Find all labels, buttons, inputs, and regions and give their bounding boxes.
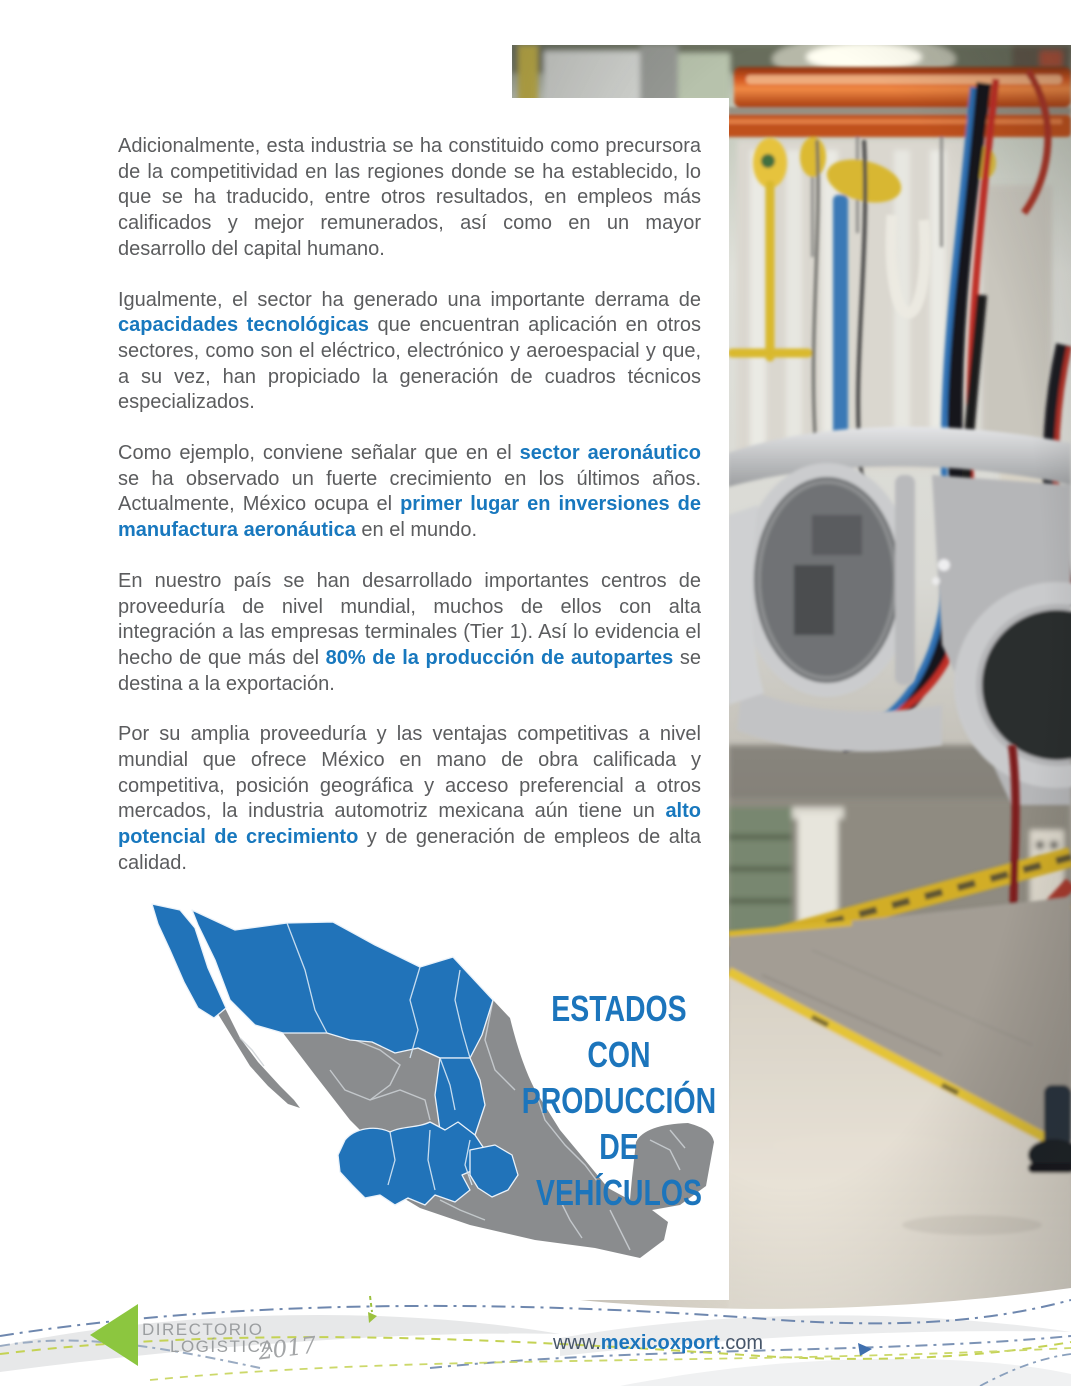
paragraph: Igualmente, el sector ha generado una importante derrama de capacidades tecnológicas que encuentran aplicación en otros sectores, como son el eléctrico, electrónico y aeroespacial y que, a su vez, han propiciado la generación de cuadros técnicos especializados. [118, 288, 701, 414]
website-suffix: .com [719, 1332, 764, 1354]
paragraph: Por su amplia proveeduría y las ventajas competitivas a nivel mundial que ofrece México en mano de obra calificada y competitiva, posición geográfica y acceso preferencial a otros mercados, la industria automotriz mexicana aún tiene un alto potencial de crecimiento y de generación de empleos de alta calidad. [118, 723, 701, 874]
map-title-line: ESTADOS CON [551, 988, 687, 1075]
highlighted-phrase: alto potencial de crecimiento [118, 800, 701, 849]
logo-year: 2017 [256, 1332, 318, 1366]
website-link[interactable] [553, 1332, 763, 1355]
highlighted-phrase: sector aeronáutico [519, 442, 701, 465]
website-name: mexicoxport [600, 1332, 720, 1354]
highlighted-phrase: 80% de la producción de autopartes [325, 646, 674, 669]
website-prefix: www. [553, 1332, 601, 1354]
paragraph: Adicionalmente, esta industria se ha constituido como precursora de la competitividad en las regiones donde se ha establecido, lo que se ha traducido, entre otros resultados, en empleos más calificados y mejor remunerados, así como en un mayor desarrollo del capital humano. [118, 135, 701, 260]
highlighted-phrase: primer lugar en inversiones de manufactura aeronáutica [118, 493, 701, 542]
paragraph: En nuestro país se han desarrollado importantes centros de proveeduría de nivel mundial, muchos de ellos con alta integración a las empresas terminales (Tier 1). Así lo evidencia el hecho de que más del 80% de la producción de autopartes se destina a la exportación. [118, 569, 701, 695]
paragraph: Como ejemplo, conviene señalar que en el sector aeronáutico se ha observado un fuerte crecimiento en los últimos años. Actualmente, México ocupa el primer lugar en inversiones de manufactura aeronáutica en el mundo. [118, 442, 701, 542]
directorio-logistica-logo [86, 1300, 326, 1380]
map-title [521, 986, 717, 1216]
logo-triangle-icon [86, 1302, 140, 1368]
map-title-line: DE VEHÍCULOS [535, 1126, 702, 1213]
logo-word-directorio: DIRECTORIO [142, 1320, 264, 1339]
logo-word-logistica: LOGÍSTICA [170, 1337, 275, 1356]
highlighted-phrase: capacidades tecnológicas [118, 314, 369, 337]
map-title-line: PRODUCCIÓN [521, 1080, 717, 1121]
article-text [118, 134, 701, 902]
